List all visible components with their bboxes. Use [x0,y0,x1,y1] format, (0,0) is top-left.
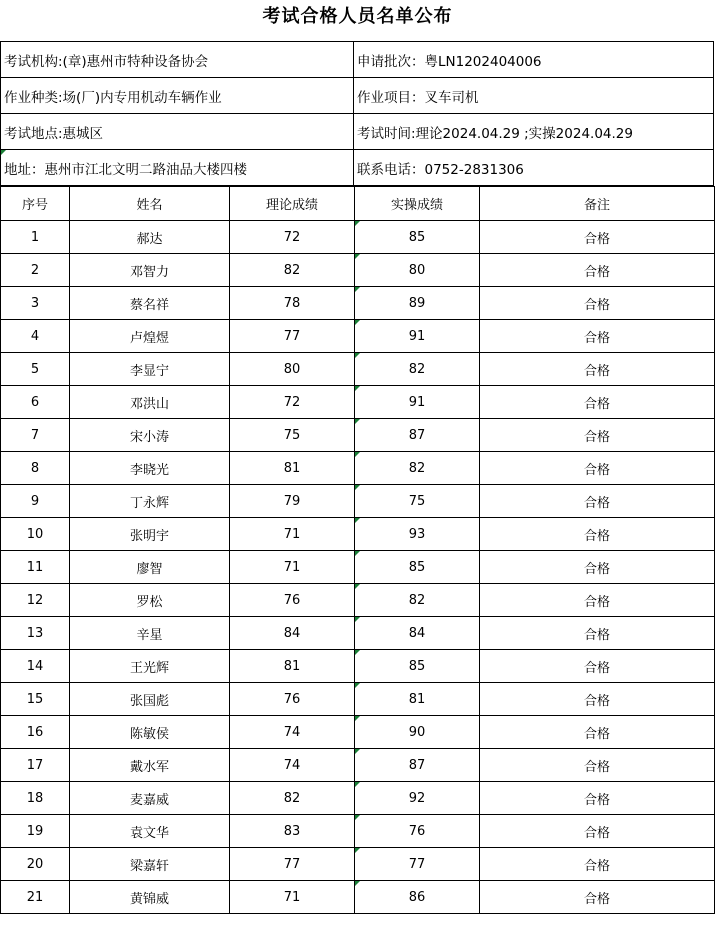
table-row [1,353,715,386]
cell-remark: 合格 [480,452,715,485]
cell-practical-score: 77 [355,848,480,881]
cell-index: 21 [1,881,70,914]
cell-theory-score: 78 [230,287,355,320]
table-row [1,221,715,254]
cell-theory-score: 77 [230,320,355,353]
cell-practical-score: 86 [355,881,480,914]
cell-theory-score: 82 [230,254,355,287]
cell-name: 张明宇 [70,518,230,551]
job-type-cell: 作业种类:场(厂)内专用机动车辆作业 [1,78,354,114]
address-cell: 地址：惠州市江北文明二路油品大楼四楼 [1,150,354,186]
table-row [1,485,715,518]
cell-theory-score: 72 [230,386,355,419]
cell-remark: 合格 [480,749,715,782]
exam-info-table [0,41,714,186]
table-row [1,881,715,914]
cell-remark: 合格 [480,551,715,584]
table-row [1,254,715,287]
cell-theory-score: 80 [230,353,355,386]
cell-index: 20 [1,848,70,881]
cell-remark: 合格 [480,782,715,815]
cell-practical-score: 90 [355,716,480,749]
cell-theory-score: 74 [230,716,355,749]
table-row [1,815,715,848]
table-row [1,551,715,584]
cell-practical-score: 82 [355,584,480,617]
cell-remark: 合格 [480,320,715,353]
cell-index: 1 [1,221,70,254]
cell-name: 宋小涛 [70,419,230,452]
cell-index: 14 [1,650,70,683]
cell-practical-score: 84 [355,617,480,650]
cell-name: 李显宁 [70,353,230,386]
cell-theory-score: 72 [230,221,355,254]
cell-index: 5 [1,353,70,386]
cell-index: 9 [1,485,70,518]
cell-remark: 合格 [480,254,715,287]
cell-theory-score: 83 [230,815,355,848]
cell-theory-score: 81 [230,650,355,683]
exam-time-cell: 考试时间:理论2024.04.29 ;实操2024.04.29 [354,114,714,150]
cell-name: 蔡名祥 [70,287,230,320]
cell-practical-score: 85 [355,650,480,683]
cell-name: 邓智力 [70,254,230,287]
cell-index: 16 [1,716,70,749]
cell-index: 6 [1,386,70,419]
cell-theory-score: 71 [230,881,355,914]
cell-practical-score: 81 [355,683,480,716]
cell-remark: 合格 [480,353,715,386]
table-row [1,287,715,320]
cell-remark: 合格 [480,881,715,914]
cell-remark: 合格 [480,221,715,254]
table-row [1,749,715,782]
cell-name: 黄锦威 [70,881,230,914]
cell-theory-score: 71 [230,551,355,584]
cell-index: 19 [1,815,70,848]
cell-practical-score: 80 [355,254,480,287]
column-header-index: 序号 [1,187,70,221]
location-cell: 考试地点:惠城区 [1,114,354,150]
cell-name: 丁永辉 [70,485,230,518]
table-row [1,782,715,815]
cell-practical-score: 92 [355,782,480,815]
cell-name: 郝达 [70,221,230,254]
phone-cell: 联系电话：0752-2831306 [354,150,714,186]
cell-theory-score: 79 [230,485,355,518]
cell-index: 18 [1,782,70,815]
cell-practical-score: 87 [355,749,480,782]
table-row [1,848,715,881]
cell-remark: 合格 [480,683,715,716]
cell-name: 罗松 [70,584,230,617]
cell-index: 10 [1,518,70,551]
cell-practical-score: 93 [355,518,480,551]
cell-index: 11 [1,551,70,584]
cell-theory-score: 81 [230,452,355,485]
results-table [0,186,715,914]
info-row [1,114,714,150]
cell-theory-score: 76 [230,683,355,716]
info-row [1,150,714,186]
cell-index: 3 [1,287,70,320]
cell-index: 8 [1,452,70,485]
column-header-remark: 备注 [480,187,715,221]
cell-remark: 合格 [480,419,715,452]
cell-name: 王光辉 [70,650,230,683]
cell-theory-score: 74 [230,749,355,782]
table-row [1,650,715,683]
cell-index: 13 [1,617,70,650]
table-row [1,683,715,716]
cell-name: 张国彪 [70,683,230,716]
table-row [1,320,715,353]
cell-index: 2 [1,254,70,287]
info-row [1,42,714,78]
cell-practical-score: 91 [355,320,480,353]
column-header-theory: 理论成绩 [230,187,355,221]
cell-remark: 合格 [480,617,715,650]
column-header-practical: 实操成绩 [355,187,480,221]
cell-practical-score: 85 [355,221,480,254]
cell-name: 卢煌煜 [70,320,230,353]
cell-remark: 合格 [480,485,715,518]
cell-theory-score: 77 [230,848,355,881]
cell-index: 17 [1,749,70,782]
cell-index: 12 [1,584,70,617]
cell-theory-score: 76 [230,584,355,617]
table-row [1,386,715,419]
cell-remark: 合格 [480,716,715,749]
cell-remark: 合格 [480,815,715,848]
table-row [1,716,715,749]
cell-remark: 合格 [480,650,715,683]
cell-practical-score: 82 [355,353,480,386]
institution-cell: 考试机构:(章)惠州市特种设备协会 [1,42,354,78]
cell-remark: 合格 [480,386,715,419]
info-row [1,78,714,114]
cell-remark: 合格 [480,584,715,617]
cell-practical-score: 75 [355,485,480,518]
table-row [1,584,715,617]
cell-name: 辛星 [70,617,230,650]
cell-index: 4 [1,320,70,353]
cell-practical-score: 91 [355,386,480,419]
cell-practical-score: 85 [355,551,480,584]
table-row [1,617,715,650]
cell-practical-score: 89 [355,287,480,320]
cell-index: 7 [1,419,70,452]
cell-name: 戴水军 [70,749,230,782]
column-header-name: 姓名 [70,187,230,221]
table-row [1,419,715,452]
table-row [1,518,715,551]
cell-remark: 合格 [480,518,715,551]
results-body [1,221,715,914]
cell-theory-score: 84 [230,617,355,650]
cell-remark: 合格 [480,848,715,881]
cell-remark: 合格 [480,287,715,320]
cell-name: 李晓光 [70,452,230,485]
cell-name: 廖智 [70,551,230,584]
cell-name: 梁嘉轩 [70,848,230,881]
cell-index: 15 [1,683,70,716]
header-row [1,187,715,221]
page-title: 考试合格人员名单公布 [262,6,453,27]
cell-practical-score: 76 [355,815,480,848]
cell-practical-score: 87 [355,419,480,452]
cell-name: 陈敏侯 [70,716,230,749]
cell-name: 邓洪山 [70,386,230,419]
batch-cell: 申请批次：粤LN1202404006 [354,42,714,78]
job-item-cell: 作业项目：叉车司机 [354,78,714,114]
table-row [1,452,715,485]
cell-theory-score: 75 [230,419,355,452]
cell-practical-score: 82 [355,452,480,485]
cell-name: 麦嘉威 [70,782,230,815]
cell-theory-score: 82 [230,782,355,815]
cell-name: 袁文华 [70,815,230,848]
cell-theory-score: 71 [230,518,355,551]
